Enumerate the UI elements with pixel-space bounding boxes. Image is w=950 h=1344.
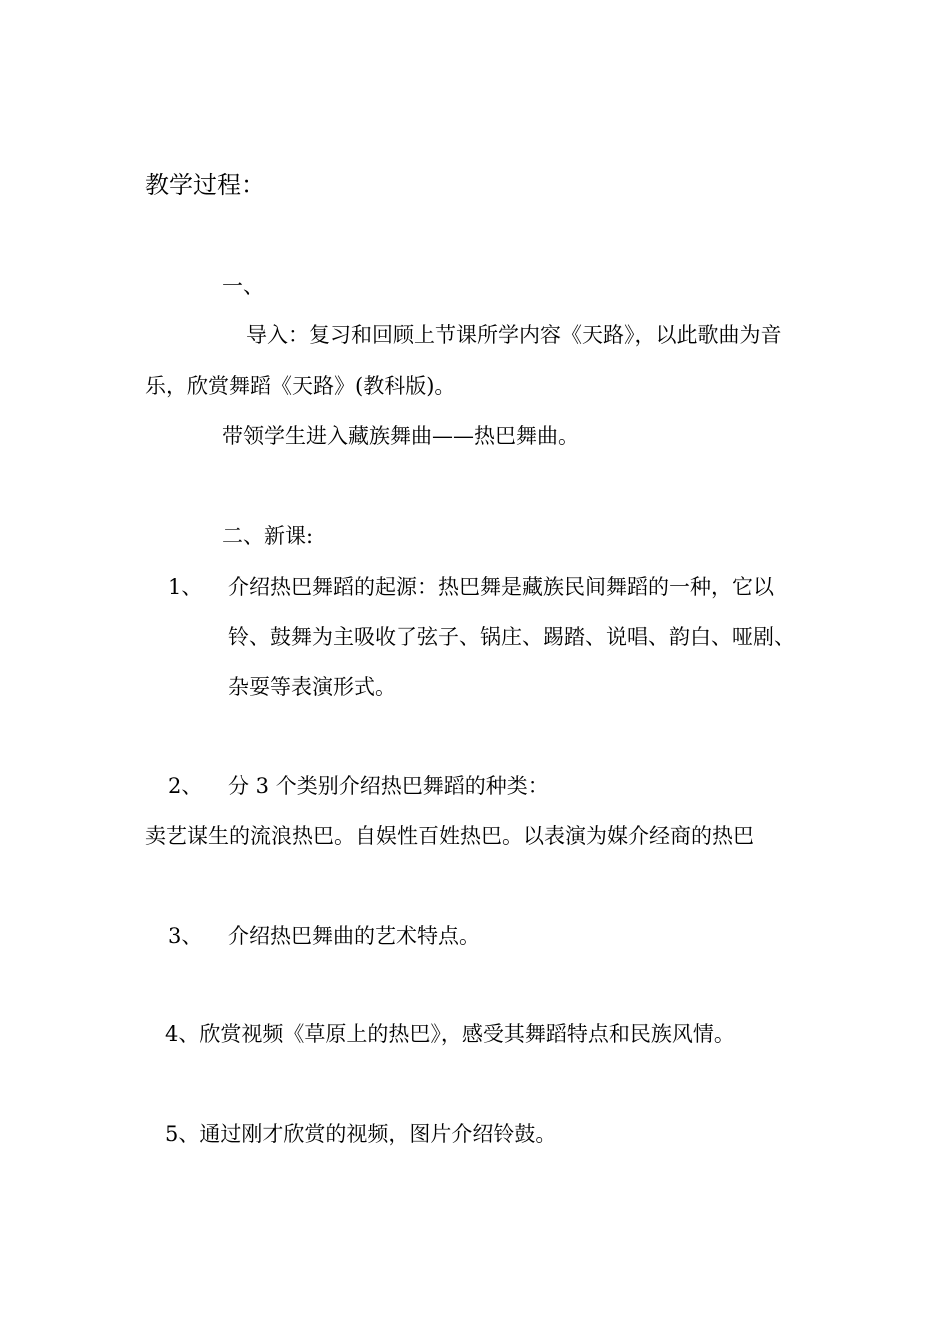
section-two-heading: 二、新课: <box>222 524 314 548</box>
item-3-text: 介绍热巴舞曲的艺术特点。 <box>228 924 480 948</box>
intro-line-2: 乐，欣赏舞蹈《天路》(教科版)。 <box>145 374 456 398</box>
section-one-marker: 一、 <box>222 274 264 298</box>
item-1-line-2: 铃、鼓舞为主吸收了弦子、锅庄、踢踏、说唱、韵白、哑剧、 <box>228 625 795 649</box>
item-2-text: 分 3 个类别介绍热巴舞蹈的种类： <box>228 774 549 798</box>
item-2-detail: 卖艺谋生的流浪热巴。自娱性百姓热巴。以表演为媒介经商的热巴 <box>145 824 754 848</box>
item-3-number: 3、 <box>168 924 203 948</box>
item-1-line-3: 杂耍等表演形式。 <box>228 675 396 699</box>
item-4-text: 4、欣赏视频《草原上的热巴》，感受其舞蹈特点和民族风情。 <box>165 1022 735 1046</box>
page-title: 教学过程： <box>145 171 265 199</box>
item-1-line-1: 介绍热巴舞蹈的起源：热巴舞是藏族民间舞蹈的一种，它以 <box>228 575 774 599</box>
lead-in-text: 带领学生进入藏族舞曲——热巴舞曲。 <box>222 424 579 448</box>
item-1-number: 1、 <box>168 575 203 599</box>
intro-line-1: 导入：复习和回顾上节课所学内容《天路》，以此歌曲为音 <box>246 323 782 347</box>
item-2-number: 2、 <box>168 774 203 798</box>
item-5-text: 5、通过刚才欣赏的视频，图片介绍铃鼓。 <box>165 1122 557 1146</box>
